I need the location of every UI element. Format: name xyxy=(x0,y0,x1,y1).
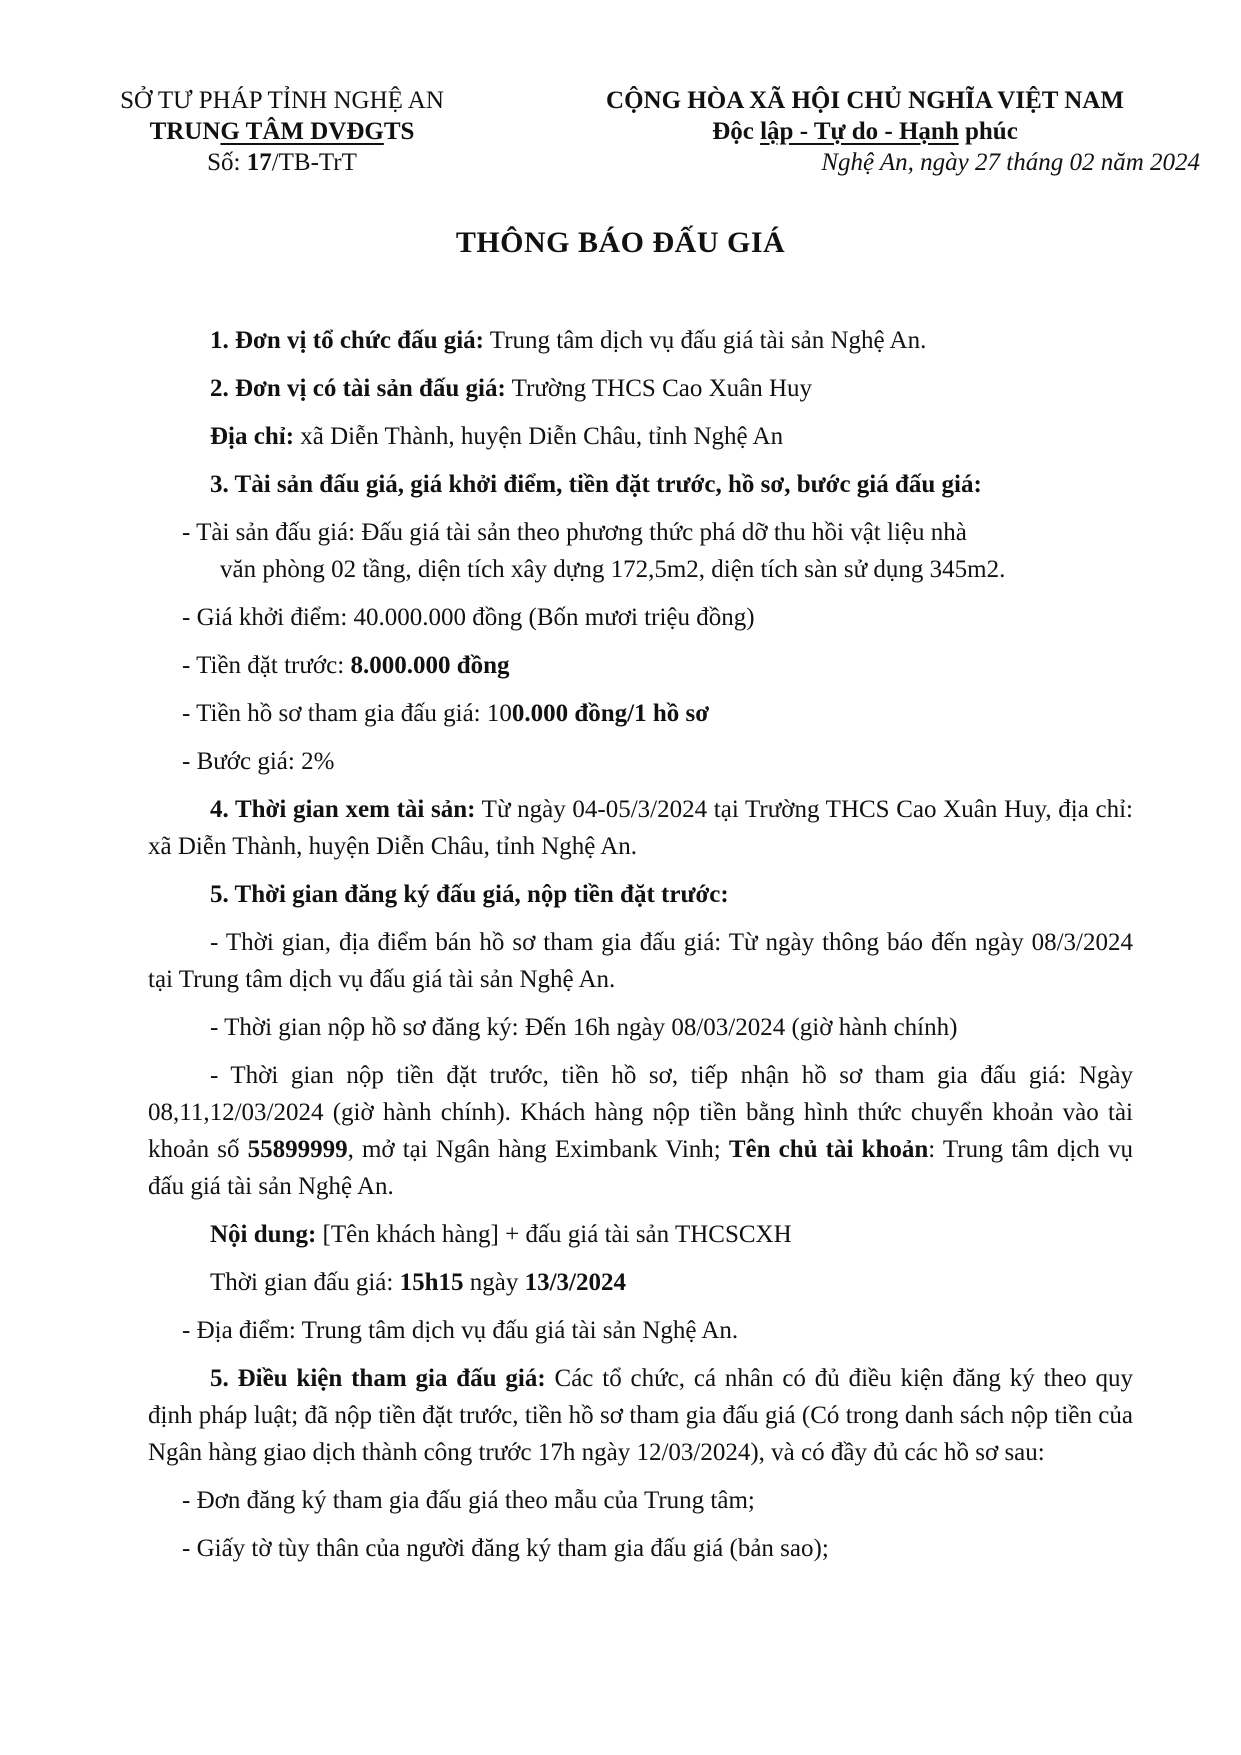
national-heading-block xyxy=(530,85,1200,178)
section-conditions: 5. Điều kiện tham gia đấu giá: Các tổ chức, cá nhân có đủ điều kiện đăng ký theo quy định pháp luật; đã nộp tiền đặt trước, tiền hồ sơ tham gia đấu giá (Có trong danh sách nộp tiền của Ngân hàng giao dịch thành công trước 17h ngày 12/03/2024), và có đầy đủ các hồ sơ sau: xyxy=(148,1365,1133,1466)
issue-date: Nghệ An, ngày 27 tháng 02 năm 2024 xyxy=(821,149,1200,176)
starting-price: - Giá khởi điểm: 40.000.000 đồng (Bốn mươi triệu đồng) xyxy=(182,604,755,631)
document-title: THÔNG BÁO ĐẤU GIÁ xyxy=(455,226,786,259)
auction-time: Thời gian đấu giá: 15h15 ngày 13/3/2024 xyxy=(210,1269,626,1296)
owner-address: Địa chỉ: xã Diễn Thành, huyện Diễn Châu, tỉnh Nghệ An xyxy=(210,423,784,450)
asset-description: - Tài sản đấu giá: Đấu giá tài sản theo phương thức phá dỡ thu hồi vật liệu nhà văn phòng 02 tầng, diện tích xây dựng 172,5m2, diện tích sàn sử dụng 345m2. xyxy=(182,519,1006,583)
deposit: - Tiền đặt trước: 8.000.000 đồng xyxy=(182,652,510,679)
payment-details: - Thời gian nộp tiền đặt trước, tiền hồ sơ, tiếp nhận hồ sơ tham gia đấu giá: Ngày 08,11,12/03/2024 (giờ hành chính). Khách hàng nộp tiền bằng hình thức chuyển khoản vào tài khoản số 55899999, mở tại Ngân hàng Eximbank Vinh; Tên chủ tài khoản: Trung tâm dịch vụ đấu giá tài sản Nghệ An. xyxy=(148,1062,1134,1200)
document-number: Số: 17/TB-TrT xyxy=(207,149,357,176)
national-motto: Độc lập - Tự do - Hạnh phúc xyxy=(712,118,1018,145)
dossier-submit-time: - Thời gian nộp hồ sơ đăng ký: Đến 16h ngày 08/03/2024 (giờ hành chính) xyxy=(210,1014,958,1041)
section-registration-heading: 5. Thời gian đăng ký đấu giá, nộp tiền đặt trước: xyxy=(210,881,729,908)
section-asset-details-heading: 3. Tài sản đấu giá, giá khởi điểm, tiền đặt trước, hồ sơ, bước giá đấu giá: xyxy=(210,471,982,498)
document-body xyxy=(148,322,1133,1578)
auction-place: - Địa điểm: Trung tâm dịch vụ đấu giá tài sản Nghệ An. xyxy=(182,1317,739,1344)
bid-step: - Bước giá: 2% xyxy=(182,748,335,775)
section-organizer: 1. Đơn vị tổ chức đấu giá: Trung tâm dịch vụ đấu giá tài sản Nghệ An. xyxy=(210,327,927,354)
agency-name: SỞ TƯ PHÁP TỈNH NGHỆ AN xyxy=(120,87,444,114)
nation-name: CỘNG HÒA XÃ HỘI CHỦ NGHĨA VIỆT NAM xyxy=(606,87,1124,114)
transfer-content: Nội dung: [Tên khách hàng] + đấu giá tài sản THCSCXH xyxy=(210,1221,792,1248)
dossier-sale-time: - Thời gian, địa điểm bán hồ sơ tham gia đấu giá: Từ ngày thông báo đến ngày 08/3/2024 tại Trung tâm dịch vụ đấu giá tài sản Nghệ An. xyxy=(148,929,1133,993)
requirement-item: - Giấy tờ tùy thân của người đăng ký tham gia đấu giá (bản sao); xyxy=(182,1535,829,1562)
issuing-agency-block xyxy=(72,85,492,178)
section-viewing-time: 4. Thời gian xem tài sản: Từ ngày 04-05/3/2024 tại Trường THCS Cao Xuân Huy, địa chỉ: xã Diễn Thành, huyện Diễn Châu, tỉnh Nghệ An. xyxy=(148,796,1133,860)
dossier-fee: - Tiền hồ sơ tham gia đấu giá: 100.000 đồng/1 hồ sơ xyxy=(182,700,710,727)
section-asset-owner: 2. Đơn vị có tài sản đấu giá: Trường THCS Cao Xuân Huy xyxy=(210,375,813,402)
unit-name: TRUNG TÂM DVĐGTS xyxy=(149,118,415,145)
requirement-item: - Đơn đăng ký tham gia đấu giá theo mẫu của Trung tâm; xyxy=(182,1487,755,1514)
